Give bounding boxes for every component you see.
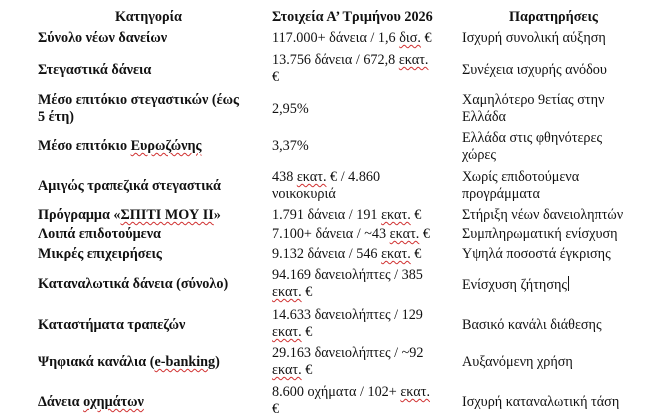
- row-data: 1.791 δάνεια / 191 εκατ. €: [272, 207, 422, 223]
- row-data: 14.633 δανειολήπτες / 129: [272, 307, 423, 323]
- row-data: 438 εκατ. € / 4.860: [272, 169, 381, 185]
- row-notes: Υψηλά ποσοστά έγκρισης: [462, 246, 611, 262]
- row-notes: Ισχυρή καταναλωτική τάση: [462, 394, 620, 410]
- row-data-line2: €: [272, 69, 280, 85]
- row-data-part: εκατ.: [272, 362, 302, 378]
- header-data: Στοιχεία Α’ Τριμήνου 2026: [272, 9, 433, 25]
- row-notes: Βασικό κανάλι διάθεσης: [462, 317, 602, 333]
- row-data-part: δισ.: [399, 30, 421, 46]
- row-notes-line1: Χωρίς επιδοτούμενα: [462, 169, 580, 185]
- row-data-line2: εκατ. €: [272, 362, 313, 378]
- row-data: 7.100+ δάνεια / ~43 εκατ. €: [272, 226, 430, 242]
- text-cursor: [568, 276, 569, 291]
- row-data-line2: νοικοκυριά: [272, 186, 336, 202]
- row-data-line2: €: [272, 401, 280, 417]
- row-data-part: εκατ.: [381, 207, 411, 223]
- row-notes: Συνέχεια ισχυρής ανόδου: [462, 62, 607, 78]
- row-category: Δάνεια οχημάτων: [38, 394, 144, 410]
- header-category: Κατηγορία: [115, 9, 182, 25]
- row-data: 117.000+ δάνεια / 1,6 δισ. €: [272, 30, 432, 46]
- row-data-part: εκατ.: [400, 384, 430, 400]
- row-data-part: εκατ.: [398, 52, 429, 68]
- row-notes: Στήριξη νέων δανειοληπτών: [462, 207, 624, 223]
- row-notes-line2: Ελλάδα: [462, 109, 506, 125]
- row-category: Στεγαστικά δάνεια: [38, 62, 152, 78]
- row-notes-text: Ενίσχυση ζήτησης: [462, 277, 568, 293]
- row-category-part: ΣΠΙΤΙ ΜΟΥ ΙΙ: [120, 207, 214, 223]
- row-category: Αμιγώς τραπεζικά στεγαστικά: [38, 178, 221, 194]
- row-category: Ψηφιακά κανάλια (e-banking): [38, 354, 220, 370]
- row-notes-line2: προγράμματα: [462, 186, 540, 202]
- row-data-line2: εκατ. €: [272, 324, 313, 340]
- row-notes: [462, 276, 647, 294]
- row-category: Μέσο επιτόκιο Ευρωζώνης: [38, 138, 202, 154]
- row-category-line1: Μέσο επιτόκιο στεγαστικών (έως: [38, 92, 239, 108]
- row-notes: Αυξανόμενη χρήση: [462, 354, 573, 370]
- row-data: 2,95%: [272, 101, 309, 117]
- row-category: Καταστήματα τραπεζών: [38, 317, 186, 333]
- row-category: Σύνολο νέων δανείων: [38, 30, 168, 46]
- row-category: Λοιπά επιδοτούμενα: [38, 226, 161, 242]
- row-data: 3,37%: [272, 138, 309, 154]
- row-data-part: εκατ.: [296, 169, 327, 185]
- row-notes-line2: χώρες: [462, 147, 496, 163]
- row-data-part: εκατ.: [272, 284, 302, 300]
- row-data: 8.600 οχήματα / 102+ εκατ.: [272, 384, 430, 400]
- row-data: 9.132 δάνεια / 546 εκατ. €: [272, 246, 422, 262]
- row-notes: Ισχυρή συνολική αύξηση: [462, 30, 606, 46]
- row-notes-line1: Ελλάδα στις φθηνότερες: [462, 130, 603, 146]
- row-data-part: εκατ.: [381, 246, 411, 262]
- row-category-part: Ευρωζώνης: [130, 138, 202, 154]
- row-category-part: e-banking: [154, 354, 216, 370]
- row-notes: Συμπληρωματική ενίσχυση: [462, 226, 618, 242]
- row-data-part: εκατ.: [272, 324, 302, 340]
- row-category-line2: 5 έτη): [38, 109, 75, 125]
- row-category-part: οχημάτων: [83, 394, 144, 410]
- row-category: Πρόγραμμα «ΣΠΙΤΙ ΜΟΥ ΙΙ»: [38, 207, 221, 223]
- row-category: Μικρές επιχειρήσεις: [38, 246, 162, 262]
- row-data: 29.163 δανειολήπτες / ~92: [272, 345, 424, 361]
- row-notes-line1: Χαμηλότερο 9ετίας στην: [462, 92, 605, 108]
- header-notes: Παρατηρήσεις: [509, 9, 598, 25]
- row-data-line2: εκατ. €: [272, 284, 313, 300]
- row-data: 94.169 δανειολήπτες / 385: [272, 267, 423, 283]
- row-data-part: εκατ.: [389, 226, 420, 242]
- row-category: Καταναλωτικά δάνεια (σύνολο): [38, 276, 229, 292]
- row-data: 13.756 δάνεια / 672,8 εκατ.: [272, 52, 429, 68]
